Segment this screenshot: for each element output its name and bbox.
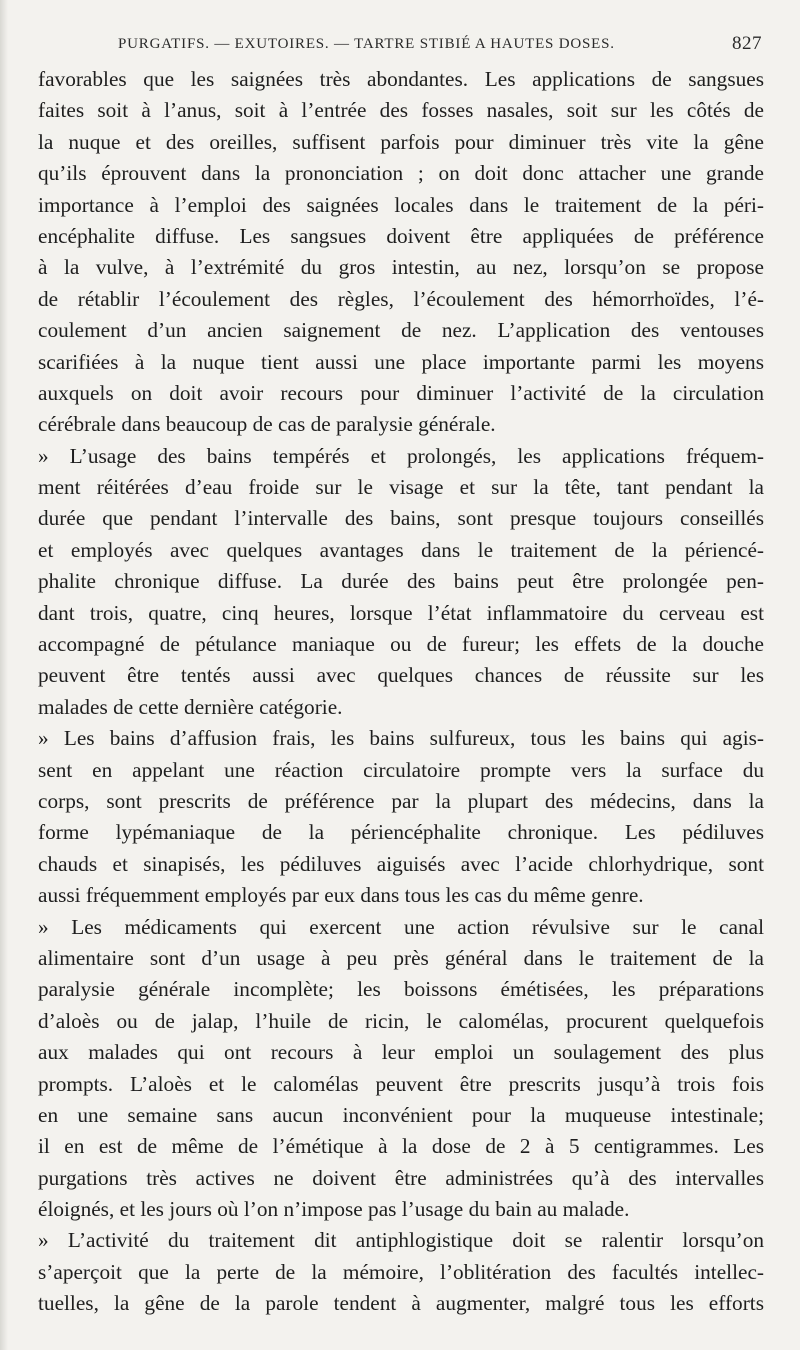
paragraph-start-line: » Les bains d’affusion frais, les bains sulfureux, tous les bains qui agis- [38, 726, 764, 751]
paragraph-start-line: » L’activité du traitement dit antiphlogistique doit se ralentir lorsqu’on [38, 1228, 764, 1253]
page-number: 827 [732, 33, 762, 54]
text-line: prompts. L’aloès et le calomélas peuvent être prescrits jusqu’à trois fois [38, 1071, 764, 1096]
text-line: la nuque et des oreilles, suffisent parfois pour diminuer très vite la gêne [38, 129, 764, 154]
text-line: aux malades qui ont recours à leur emploi un soulagement des plus [38, 1040, 764, 1065]
text-line: chauds et sinapisés, les pédiluves aiguisés avec l’acide chlorhydrique, sont [38, 851, 764, 876]
text-line: en une semaine sans aucun inconvénient pour la muqueuse intestinale; [38, 1102, 764, 1127]
text-line: dant trois, quatre, cinq heures, lorsque l’état inflammatoire du cerveau est [38, 600, 764, 625]
text-line: il en est de même de l’émétique à la dose de 2 à 5 centigrammes. Les [38, 1134, 764, 1159]
text-line: purgations très actives ne doivent être administrées qu’à des intervalles [38, 1165, 764, 1190]
text-line: s’aperçoit que la perte de la mémoire, l’oblitération des facultés intellec- [38, 1259, 764, 1284]
running-title: PURGATIFS. — EXUTOIRES. — TARTRE STIBIÉ A HAUTES DOSES. [118, 36, 615, 52]
paragraph-end-line: cérébrale dans beaucoup de cas de paralysie générale. [38, 412, 496, 437]
text-line: qu’ils éprouvent dans la prononciation ; on doit donc attacher une grande [38, 161, 764, 186]
text-line: faites soit à l’anus, soit à l’entrée des fosses nasales, soit sur les côtés de [38, 98, 764, 123]
paragraph-start-line: » Les médicaments qui exercent une action révulsive sur le canal [38, 914, 764, 939]
paragraph-end-line: aussi fréquemment employés par eux dans tous les cas du même genre. [38, 883, 644, 908]
text-line: peuvent être tentés aussi avec quelques chances de réussite sur les [38, 663, 764, 688]
text-line: de rétablir l’écoulement des règles, l’écoulement des hémorrhoïdes, l’é- [38, 286, 764, 311]
body-text [38, 64, 764, 1320]
paragraph-start-line: » L’usage des bains tempérés et prolongés, les applications fréquem- [38, 443, 764, 468]
text-line: favorables que les saignées très abondantes. Les applications de sangsues [38, 67, 764, 91]
text-line: alimentaire sont d’un usage à peu près général dans le traitement de la [38, 945, 764, 970]
text-line: forme lypémaniaque de la périencéphalite chronique. Les pédiluves [38, 820, 764, 845]
text-line: corps, sont prescrits de préférence par la plupart des médecins, dans la [38, 788, 764, 813]
text-line: à la vulve, à l’extrémité du gros intestin, au nez, lorsqu’on se propose [38, 255, 764, 280]
text-line: tuelles, la gêne de la parole tendent à augmenter, malgré tous les efforts [38, 1291, 764, 1316]
page-header [118, 33, 762, 58]
text-line: d’aloès ou de jalap, l’huile de ricin, le calomélas, procurent quelquefois [38, 1008, 764, 1033]
text-line: et employés avec quelques avantages dans le traitement de la périencé- [38, 537, 764, 562]
text-line: encéphalite diffuse. Les sangsues doivent être appliquées de préférence [38, 223, 764, 248]
text-line: accompagné de pétulance maniaque ou de fureur; les effets de la douche [38, 632, 764, 657]
text-line: paralysie générale incomplète; les boissons émétisées, les préparations [38, 977, 764, 1002]
text-line: coulement d’un ancien saignement de nez. L’application des ventouses [38, 318, 764, 343]
text-line: scarifiées à la nuque tient aussi une place importante parmi les moyens [38, 349, 764, 374]
paragraph-end-line: éloignés, et les jours où l’on n’impose pas l’usage du bain au malade. [38, 1197, 630, 1222]
text-line: importance à l’emploi des saignées locales dans le traitement de la péri- [38, 192, 764, 217]
text-line: durée que pendant l’intervalle des bains, sont presque toujours conseillés [38, 506, 764, 531]
paragraph-end-line: malades de cette dernière catégorie. [38, 694, 343, 719]
text-line: phalite chronique diffuse. La durée des bains peut être prolongée pen- [38, 569, 764, 594]
text-line: auxquels on doit avoir recours pour diminuer l’activité de la circulation [38, 380, 764, 405]
text-line: ment réitérées d’eau froide sur le visage et sur la tête, tant pendant la [38, 475, 764, 500]
text-line: sent en appelant une réaction circulatoire prompte vers la surface du [38, 757, 764, 782]
page-edge-shadow [0, 0, 8, 1350]
